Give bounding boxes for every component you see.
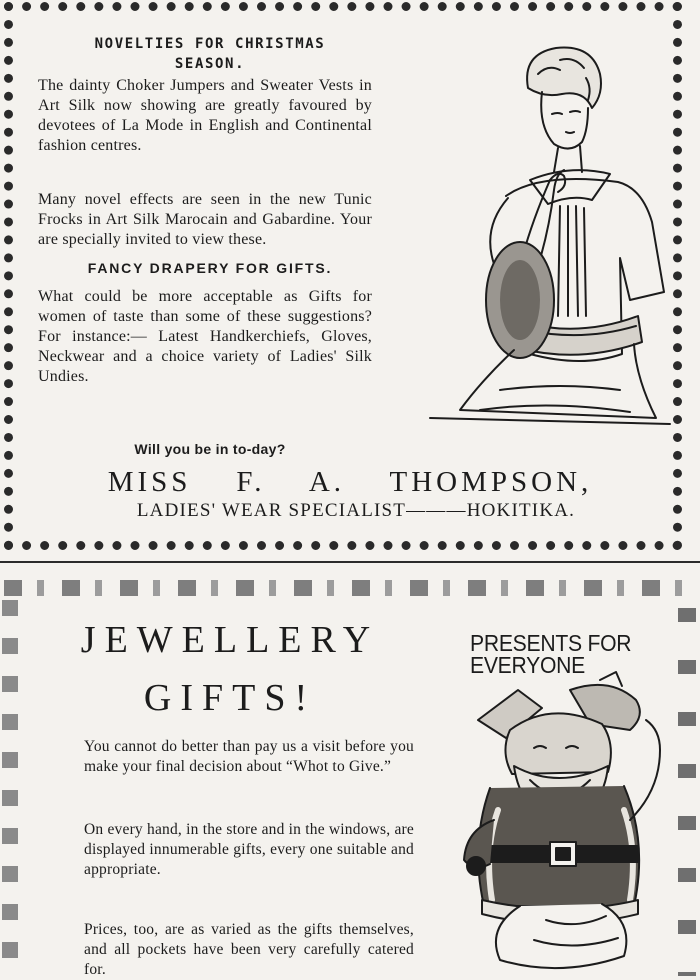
ad2-paragraph-display: On every hand, in the store and in the windows, are displayed innumerable gifts, every one suitable and appropriate. [84,821,414,878]
ad2-paragraph-prices: Prices, too, are as varied as the gifts themselves, and all pockets have been very carefully catered for. [84,921,414,978]
ad1-shop-name: MISS F. A. THOMPSON, [107,466,593,498]
ad2-title-gifts: GIFTS! [143,677,317,719]
ad1-paragraph-gifts: What could be more acceptable as Gifts for women of taste than some of these suggestions? For instance:— Latest Handkerchiefs, Gloves, Neckwear and a choice variety of Ladies' Silk Undies. [38,288,372,385]
santa-claus-with-sack-icon [450,670,675,975]
ad2-presents-line-2: EVERYONE [470,652,585,678]
ad2-top-border [4,580,696,596]
ad1-paragraph-jumpers: The dainty Choker Jumpers and Sweater Vests in Art Silk now showing are greatly favoured by devotees of La Mode in English and Continental fashion centres. [38,77,372,154]
ad1-call-to-action: Will you be in to-day? [134,441,286,457]
ad2-presents-line-1: PRESENTS FOR [470,630,632,656]
ad1-heading-fancy-drapery: FANCY DRAPERY FOR GIFTS. [87,260,333,276]
ad1-heading-novelties [40,34,380,74]
ad2-left-border [2,600,18,976]
page-separator-rule [0,561,700,563]
ad2-right-border [678,600,696,976]
ad2-paragraph-visit: You cannot do better than pay us a visit before you make your final decision about “Whot to Give.” [84,738,414,775]
lady-in-tunic-frock-icon [410,30,680,440]
ad1-shop-tagline: LADIES' WEAR SPECIALIST———HOKITIKA. [136,500,576,521]
ad1-heading-line-1: NOVELTIES FOR CHRISTMAS [94,36,326,52]
ad1-paragraph-frocks: Many novel effects are seen in the new Tunic Frocks in Art Silk Marocain and Gabardine. Your are specially invited to view these. [38,191,372,248]
ad1-heading-line-2: SEASON. [174,56,246,72]
ad2-title-jewellery: JEWELLERY [80,619,380,661]
